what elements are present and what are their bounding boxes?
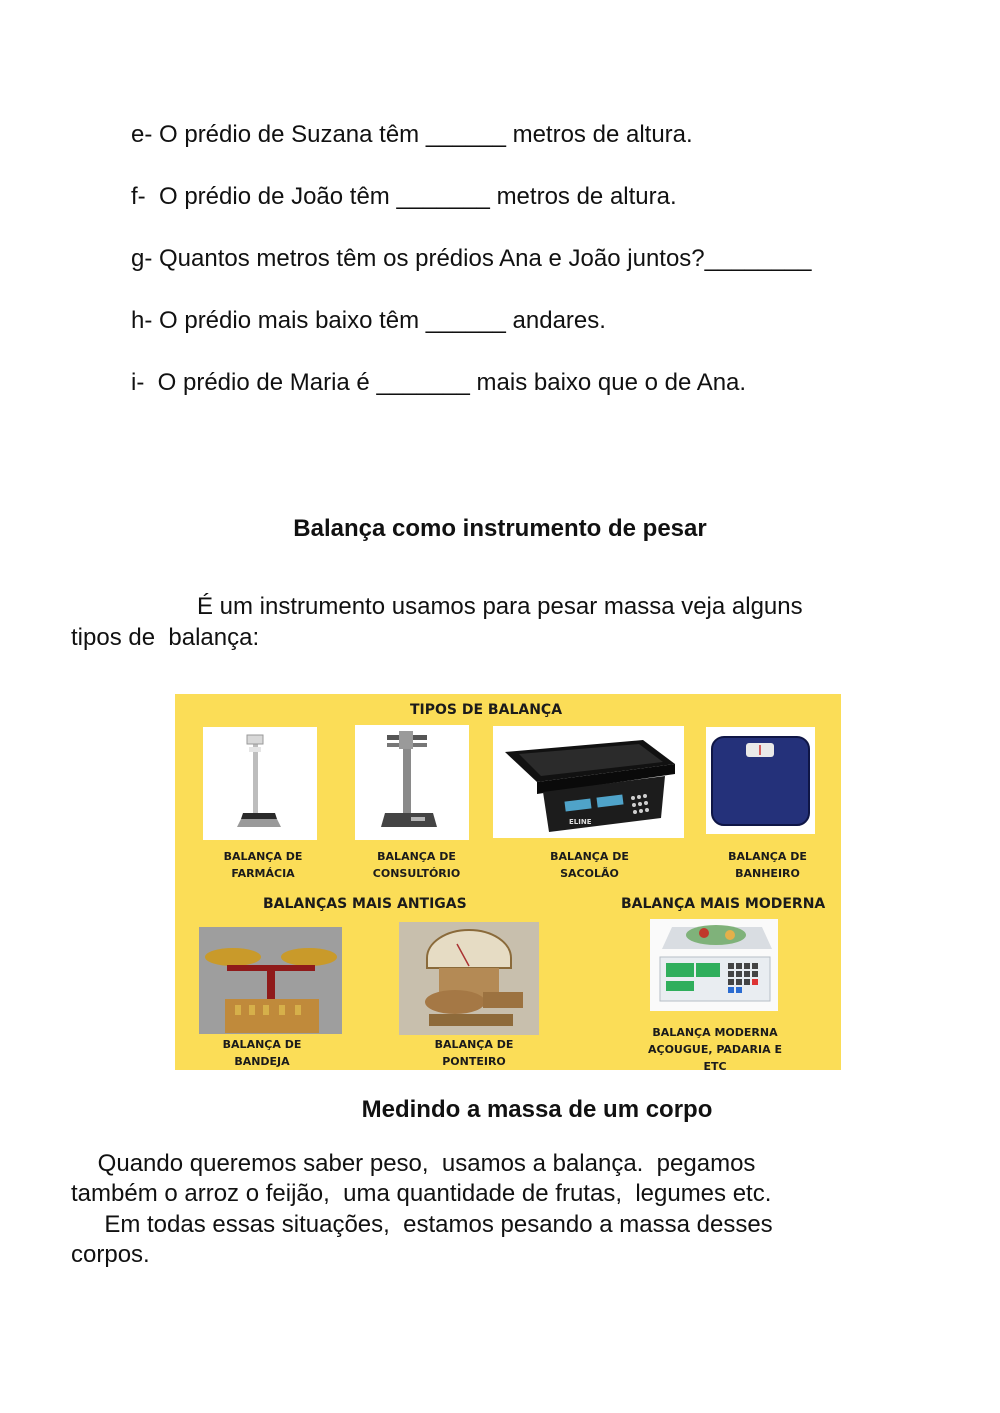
antigas-heading: BALANÇAS MAIS ANTIGAS: [263, 896, 467, 912]
pharmacy-scale-image: [203, 727, 317, 840]
question-g: g- Quantos metros têm os prédios Ana e João juntos?________: [131, 245, 812, 272]
sacolao-brand-text: ELINE: [569, 818, 592, 826]
produce-scale-image: [493, 726, 684, 838]
dial-scale-image: [399, 922, 539, 1035]
label-bandeja: BALANÇA DE BANDEJA: [222, 1038, 302, 1068]
moderna-heading: BALANÇA MAIS MODERNA: [621, 896, 826, 912]
measuring-paragraph-line1: Quando queremos saber peso, usamos a balança. pegamos: [71, 1150, 756, 1177]
question-e: e- O prédio de Suzana têm ______ metros de altura.: [131, 121, 693, 148]
section-title-medindo: Medindo a massa de um corpo: [361, 1096, 713, 1123]
tray-balance-image: [199, 927, 342, 1034]
measuring-paragraph-line4: corpos.: [71, 1241, 150, 1268]
infographic-heading: TIPOS DE BALANÇA: [410, 702, 563, 718]
question-i: i- O prédio de Maria é _______ mais baixo que o de Ana.: [131, 369, 747, 396]
question-f: f- O prédio de João têm _______ metros de altura.: [131, 183, 677, 210]
label-consultorio: BALANÇA DE CONSULTÓRIO: [372, 850, 461, 880]
bathroom-scale-image: [706, 727, 815, 834]
label-banheiro: BALANÇA DE BANHEIRO: [728, 850, 807, 880]
label-moderna: BALANÇA MODERNA AÇOUGUE, PADARIA E ETC: [648, 1026, 782, 1073]
measuring-paragraph-line2: também o arroz o feijão, uma quantidade de frutas, legumes etc.: [71, 1180, 772, 1207]
section-title-balanca: Balança como instrumento de pesar: [293, 515, 707, 542]
label-sacolao: BALANÇA DE SACOLÃO: [550, 850, 629, 880]
scale-types-infographic: [175, 694, 841, 1073]
label-farmacia: BALANÇA DE FARMÁCIA: [223, 850, 303, 880]
intro-paragraph-line2: tipos de balança:: [71, 624, 260, 651]
intro-paragraph-line1: É um instrumento usamos para pesar massa veja alguns: [197, 593, 803, 620]
modern-scale-image: [650, 919, 778, 1011]
doctor-scale-image: [355, 725, 469, 840]
question-h: h- O prédio mais baixo têm ______ andares.: [131, 307, 606, 334]
measuring-paragraph-line3: Em todas essas situações, estamos pesando a massa desses: [71, 1211, 773, 1238]
label-ponteiro: BALANÇA DE PONTEIRO: [434, 1038, 514, 1068]
